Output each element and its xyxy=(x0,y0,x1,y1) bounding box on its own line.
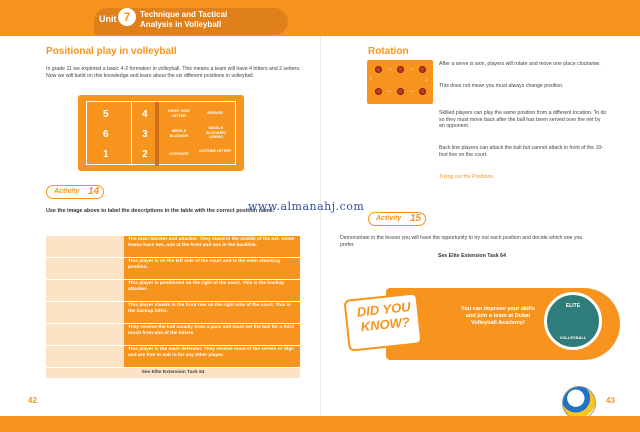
answer-cell[interactable] xyxy=(46,280,124,301)
rotation-paragraph: This does not mean you must always change position. xyxy=(439,83,564,89)
player-icon xyxy=(397,66,404,73)
page-number-left: 42 xyxy=(28,396,37,405)
rotation-diagram xyxy=(367,60,433,104)
activity-label: Activity xyxy=(376,215,402,222)
court-outline xyxy=(86,101,236,165)
position-number: 5 xyxy=(103,109,109,120)
answer-cell[interactable] xyxy=(46,258,124,279)
rotation-paragraph: Back line players can attack the ball but cannot attack in front of the 10-foot line on the court. xyxy=(439,145,604,158)
label-middle-blocker: MIDDLE BLOCKER xyxy=(169,129,189,138)
label-middle-blocker-libero: MIDDLE BLOCKER/ LIBERO xyxy=(206,126,226,139)
description-cell: The main blocker and attacker. They stand in the middle of the net. Some teams have two, one at the front and one in the backline. xyxy=(124,236,300,257)
rotation-paragraph: Skilled players can play the same position from a different location. To do so they must move back after the ball has been served over the net by an opponent. xyxy=(439,110,607,130)
court-divider xyxy=(131,102,132,166)
activity-number: 14 xyxy=(88,186,100,197)
table-row xyxy=(46,258,300,280)
table-row xyxy=(46,324,300,346)
did-you-know-text: DID YOU KNOW? xyxy=(356,299,412,335)
player-icon xyxy=(419,66,426,73)
page-number-right: 43 xyxy=(606,396,615,405)
arrow-up-icon: ↑ xyxy=(369,77,372,83)
description-cell: This player is positioned on the right of the court. This is the backup attacker. xyxy=(124,280,300,301)
trying-positions-link[interactable]: Trying out the Positions xyxy=(439,174,494,180)
description-cell: This player stands in the front row on the right side of the court. This is the backup hitter. xyxy=(124,302,300,323)
table-footer: See Elite Extension Task 64 xyxy=(46,368,300,378)
answer-cell[interactable] xyxy=(46,302,124,323)
answer-cell[interactable] xyxy=(46,324,124,345)
demo-paragraph: Demonstrate in the lesson you will have the opportunity to try out each position and decide which one you prefer. xyxy=(340,235,583,248)
bottom-banner xyxy=(0,416,640,432)
description-cell: This player is on the left side of the court and is the main attacking position. xyxy=(124,258,300,279)
label-right-side-hitter: RIGHT SIDE HITTER xyxy=(168,109,190,118)
court-diagram xyxy=(78,95,244,171)
did-you-know-panel xyxy=(346,288,620,368)
activity-label: Activity xyxy=(54,188,80,195)
label-opposite: OPPOSITE xyxy=(169,152,189,156)
unit-title xyxy=(140,10,290,30)
position-number: 3 xyxy=(142,129,148,140)
positional-play-heading: Positional play in volleyball xyxy=(46,46,177,57)
label-server: SERVER xyxy=(207,111,223,115)
player-icon xyxy=(419,88,426,95)
position-number: 6 xyxy=(103,129,109,140)
arrow-left-icon: ← xyxy=(387,88,393,94)
academy-message: You can improve your skills and join a team at Dubai Volleyball Academy! xyxy=(461,306,535,327)
answer-cell[interactable] xyxy=(46,236,124,257)
elite-task-note: See Elite Extension Task 64 xyxy=(438,253,506,259)
page-gutter xyxy=(320,36,321,416)
unit-title-line1: Technique and Tactical xyxy=(140,10,228,19)
label-outside-hitter: OUTSIDE HITTER xyxy=(199,149,231,153)
arrow-down-icon: ↓ xyxy=(425,77,428,83)
arrow-left-icon: ← xyxy=(409,88,415,94)
position-number: 4 xyxy=(142,109,148,120)
positions-table xyxy=(46,236,300,378)
player-icon xyxy=(375,88,382,95)
table-row xyxy=(46,236,300,258)
table-row xyxy=(46,302,300,324)
description-cell: They receive the ball usually from a pass and must set the ball for a third touch from one of the hitters xyxy=(124,324,300,345)
net xyxy=(155,102,159,166)
unit-title-line2: Analysis in Volleyball xyxy=(140,20,222,29)
rotation-heading: Rotation xyxy=(368,46,409,57)
elite-volleyball-logo xyxy=(544,292,602,350)
activity-instruction: Use the image above to label the descriptions in the table with the correct position name: xyxy=(46,208,275,214)
table-row xyxy=(46,346,300,368)
elite-logo-top: ELITE xyxy=(565,303,581,309)
position-number: 2 xyxy=(142,149,148,160)
activity-number: 15 xyxy=(410,213,422,224)
unit-label: Unit xyxy=(99,14,117,24)
watermark-text: www.almanahj.com xyxy=(248,200,365,213)
description-cell: This player is the main defender. They receive most of the serves or digs and are free to sub in for any other player. xyxy=(124,346,300,367)
position-number: 1 xyxy=(103,149,109,160)
table-row xyxy=(46,280,300,302)
elite-logo-bottom: VOLLEYBALL xyxy=(559,335,587,340)
arrow-right-icon: → xyxy=(387,66,393,72)
arrow-right-icon: → xyxy=(409,66,415,72)
player-icon xyxy=(397,88,404,95)
unit-number: 7 xyxy=(118,8,136,26)
volleyball-icon xyxy=(562,386,596,420)
intro-paragraph: In grade 11 we explored a basic 4-2 formation in volleyball. This means a team will have 4 hitters and 2 setters. Now we will build on this knowledge and learn about the six different positions in volleyball. xyxy=(46,66,301,79)
player-icon xyxy=(375,66,382,73)
answer-cell[interactable] xyxy=(46,346,124,367)
rotation-paragraph: After a serve is won, players will rotate and move one place clockwise. xyxy=(439,61,601,67)
did-you-know-badge xyxy=(343,292,422,351)
